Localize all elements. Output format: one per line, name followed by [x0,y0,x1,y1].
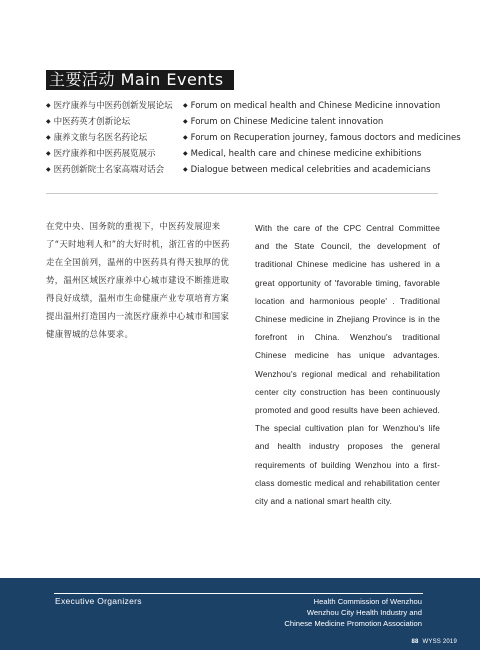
section-title: 主要活动 Main Events [46,70,234,90]
event-cn: ◆ 中医药英才创新论坛 [46,117,131,127]
event-en: ◆ Forum on Recuperation journey, famous doctors and medicines [183,133,461,143]
diamond-bullet-icon: ◆ [46,102,51,109]
page-footer [411,639,457,645]
event-item [0,162,480,178]
event-en: ◆ Forum on medical health and Chinese Medicine innovation [183,101,441,111]
event-item [0,130,480,146]
diamond-bullet-icon: ◆ [183,102,188,109]
event-cn: ◆ 医疗康养和中医药展览展示 [46,149,156,159]
diamond-bullet-icon: ◆ [46,150,51,157]
event-en: ◆ Dialogue between medical celebrities and academicians [183,165,431,175]
executive-organizers-label: Executive Organizers [55,596,142,606]
diamond-bullet-icon: ◆ [183,150,188,157]
page-number: 88 [411,639,419,645]
diamond-bullet-icon: ◆ [46,118,51,125]
english-paragraph: With the care of the CPC Central Committee and the State Council, the development of traditional Chinese medicine has ushered in a great opportunity of 'favorable timing, favorable location and harmonious people' . Traditional Chinese medicine in Zhejiang Province is in the forefront in China. Wenzhou's traditional Chinese medicine has unique advantages. Wenzhou's regional medical and rehabilitation center city construction has been continuously promoted and good results have been achieved. The special cultivation plan for Wenzhou's life and health industry proposes the general requirements of building Wenzhou into a first-class domestic medical and rehabilitation center city and a national smart health city. [255,223,440,507]
event-cn: ◆ 医药创新院士名家高端对话会 [46,165,165,175]
footer-divider [54,593,423,594]
event-cn: ◆ 医疗康养与中医药创新发展论坛 [46,101,173,111]
event-en: ◆ Forum on Chinese Medicine talent innovation [183,117,384,127]
section-divider [46,193,438,194]
footer-bar [0,578,480,650]
event-cn: ◆ 康养文旅与名医名药论坛 [46,133,148,143]
organizers-list [202,596,422,629]
event-item [0,98,480,114]
organizer-line: Health Commission of Wenzhou [313,597,422,606]
diamond-bullet-icon: ◆ [183,166,188,173]
chinese-paragraph: 在党中央、国务院的重视下，中医药发展迎来了“天时地利人和”的大好时机，浙江省的中医药走在全国前列，温州的中医药具有得天独厚的优势，温州区域医疗康养中心城市建设不断推进取得良好成绩，温州市生命健康产业专项培育方案提出温州打造国内一流医疗康养中心城市和国家健康智城的总体要求。 [46,221,230,339]
diamond-bullet-icon: ◆ [46,134,51,141]
diamond-bullet-icon: ◆ [183,134,188,141]
diamond-bullet-icon: ◆ [183,118,188,125]
organizer-line: Chinese Medicine Promotion Association [284,619,422,628]
diamond-bullet-icon: ◆ [46,166,51,173]
publication-name: WYSS 2019 [422,639,457,645]
organizer-line: Wenzhou City Health Industry and [306,608,422,617]
event-item [0,114,480,130]
event-en: ◆ Medical, health care and chinese medicine exhibitions [183,149,422,159]
event-item [0,146,480,162]
